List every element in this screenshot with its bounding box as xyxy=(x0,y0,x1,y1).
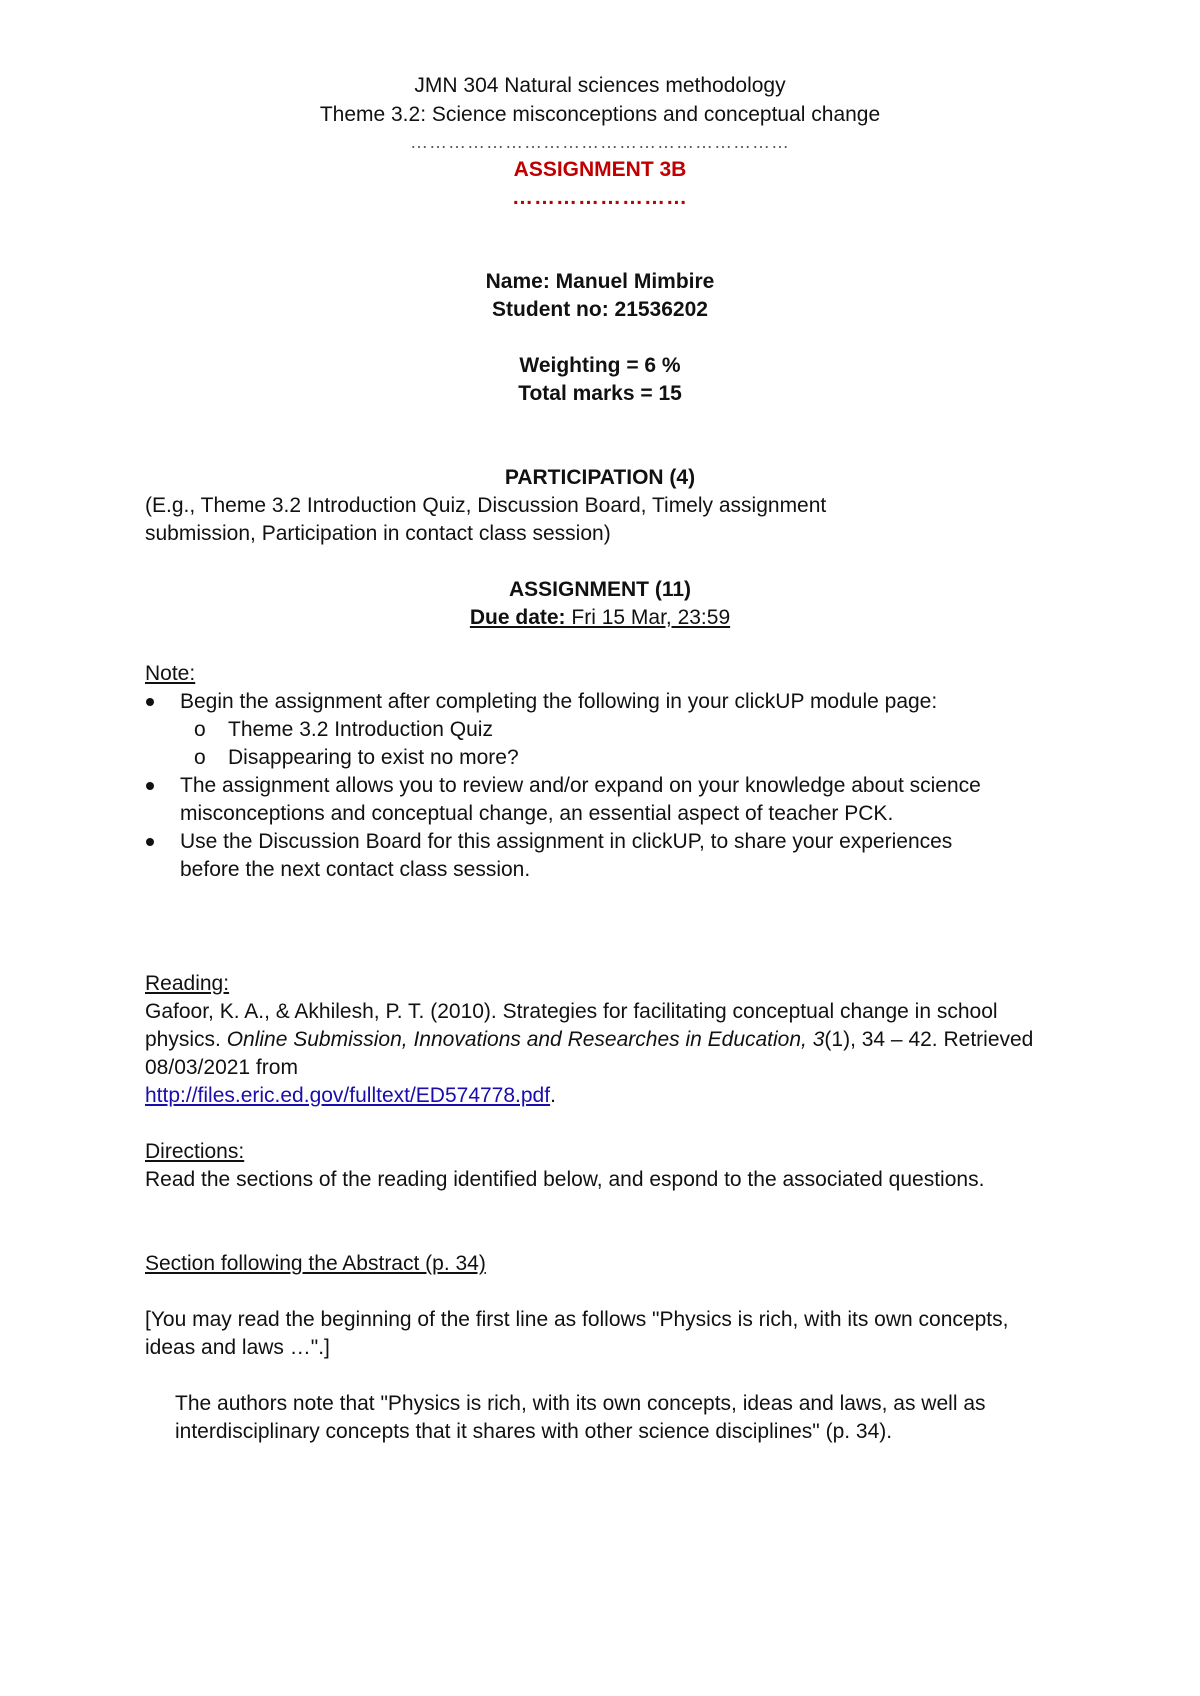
section-heading: Section following the Abstract (p. 34) xyxy=(145,1252,486,1275)
due-date-label: Due date: xyxy=(469,606,566,629)
due-date-value: Fri 15 Mar, 23:59 xyxy=(565,606,731,629)
note-sub-item-2: o Disappearing to exist no more? xyxy=(194,746,519,769)
participation-line-2: submission, Participation in contact class session) xyxy=(145,522,611,545)
theme-title: Theme 3.2: Science misconceptions and conceptual change xyxy=(319,103,881,126)
due-date xyxy=(0,604,1200,632)
student-name: Name: Manuel Mimbire xyxy=(485,270,715,293)
reading-url-link[interactable]: http://files.eric.ed.gov/fulltext/ED574778.pdf xyxy=(145,1084,551,1107)
journal-title: Online Submission, Innovations and Researches in Education, 3 xyxy=(226,1028,825,1051)
note-list xyxy=(180,688,1060,884)
dotted-separator: …………………………………………………… xyxy=(410,132,790,152)
total-marks: Total marks = 15 xyxy=(518,382,682,405)
directions-text: Read the sections of the reading identified below, and espond to the associated questions. xyxy=(145,1168,985,1191)
directions-label: Directions: xyxy=(145,1140,245,1163)
section-instruction: [You may read the beginning of the first line as follows "Physics is rich, with its own concepts, ideas and laws …".] xyxy=(145,1308,1009,1359)
assignment-title: ASSIGNMENT 3B xyxy=(513,158,687,181)
reading-citation: Gafoor, K. A., & Akhilesh, P. T. (2010). Strategies for facilitating conceptual change in school physics. Online Submission, Innovations and Researches in Education, 3(1), 34 – 42. Retrieved 08/03/2021 from http://files.eric.ed.gov/fulltext/ED574778.pdf. xyxy=(145,1000,1034,1107)
participation-line-1: (E.g., Theme 3.2 Introduction Quiz, Discussion Board, Timely assignment xyxy=(145,494,827,517)
participation-heading: PARTICIPATION (4) xyxy=(504,466,696,489)
section-quote: The authors note that "Physics is rich, with its own concepts, ideas and laws, as well as interdisciplinary concepts that it shares with other science disciplines" (p. 34). xyxy=(175,1392,986,1443)
course-title: JMN 304 Natural sciences methodology xyxy=(414,74,786,97)
note-bullet-1: Begin the assignment after completing the following in your clickUP module page: xyxy=(132,688,1012,716)
note-bullet-2: The assignment allows you to review and/or expand on your knowledge about science misconceptions and conceptual change, an essential aspect of teacher PCK. xyxy=(132,772,1050,828)
student-number: Student no: 21536202 xyxy=(492,298,708,321)
assignment-heading: ASSIGNMENT (11) xyxy=(508,578,692,601)
note-bullet-3: Use the Discussion Board for this assignment in clickUP, to share your experiences before the next contact class session. xyxy=(132,828,1010,884)
weighting: Weighting = 6 % xyxy=(519,354,681,377)
note-sub-item-1: o Theme 3.2 Introduction Quiz xyxy=(194,718,493,741)
note-label: Note: xyxy=(145,662,196,685)
dotted-separator-short: …………………… xyxy=(512,186,688,209)
reading-label: Reading: xyxy=(145,972,230,995)
